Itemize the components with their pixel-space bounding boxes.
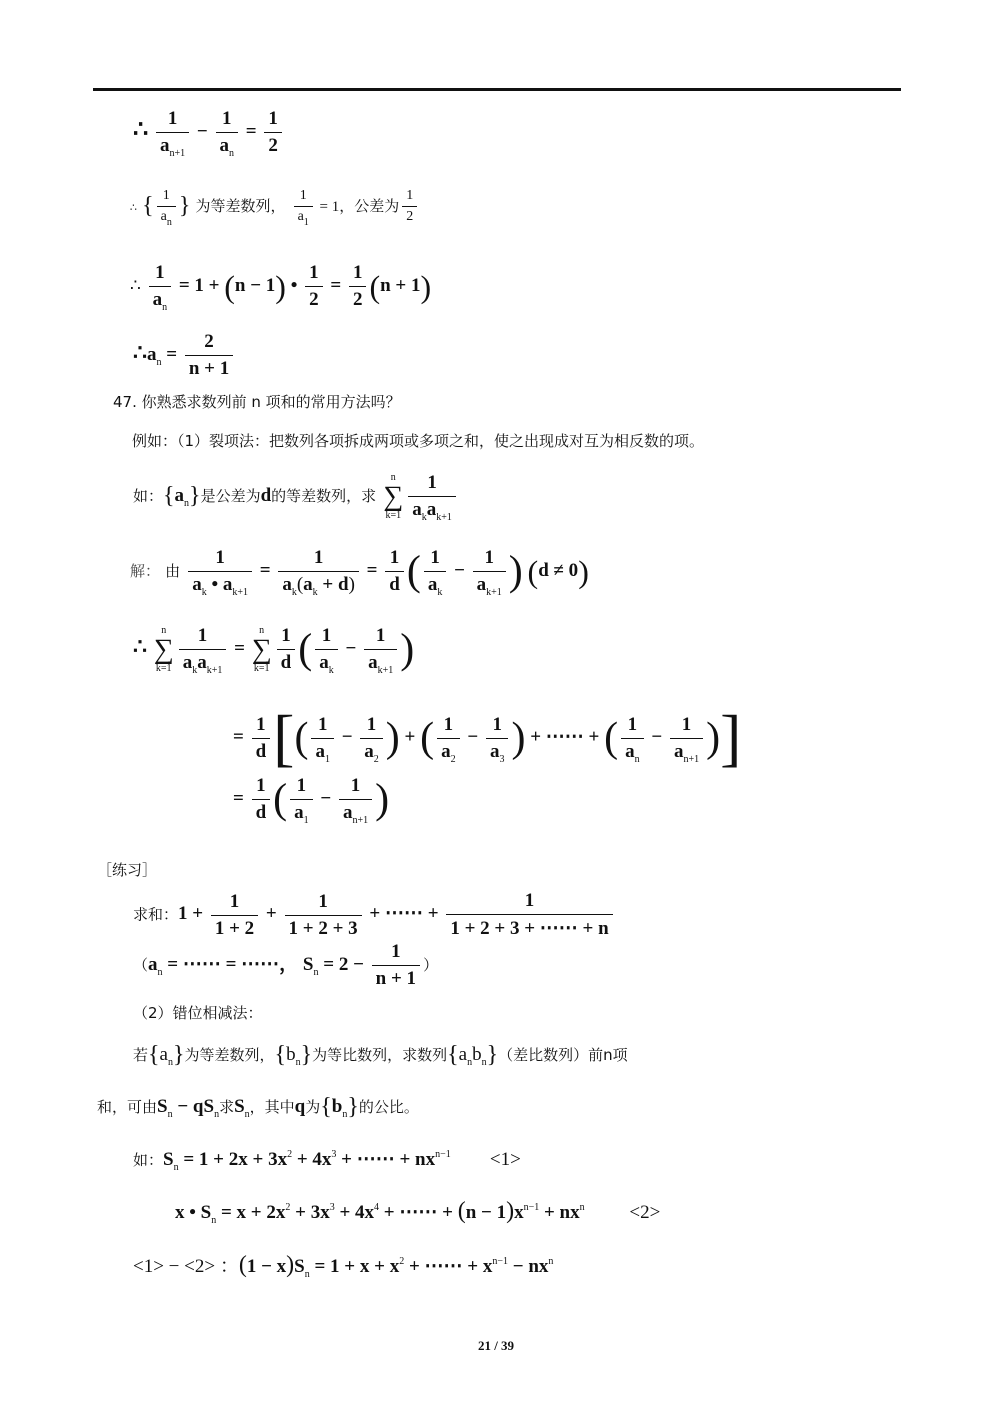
formula-an: $\therefore a_n$ = $\frac{2}{n + 1}$	[133, 331, 236, 380]
equation-2: x • $S_n = x + 2x^2 + 3x^3 + 4x^4$ + ⋯⋯ + $(n - 1)x^{n-1} + nx^n <2>$	[175, 1198, 661, 1226]
method-1-intro	[132, 430, 704, 451]
method-2-text: （2）错位相减法：	[133, 1004, 263, 1022]
therefore-symbol: ∴	[133, 116, 149, 143]
text-wei: 为	[305, 1097, 321, 1116]
symbol-d: d	[260, 484, 272, 506]
ru-label-2: 如：	[133, 1151, 164, 1169]
method-2-title	[133, 1002, 263, 1023]
text-arith-seq: 为等差数列，	[195, 197, 286, 215]
question-number: 47.	[113, 393, 137, 411]
ruo-label: 若	[133, 1045, 149, 1064]
arith-seq-statement: ∴ { $\frac{1}{a_n}$ } 为等差数列， $\frac{1}{a_1}$ = 1，公差为 $\frac{1}{2}$	[130, 188, 420, 225]
label-eq1: <1>	[489, 1149, 521, 1170]
equation-diff: <1> − <2> ：$(1 - x)S_n = 1 + x + x^2$ + ⋯⋯ + $x^{n-1} - nx^n$	[133, 1252, 554, 1280]
text-t1: 为等差数列，	[184, 1045, 275, 1064]
practice-sum: 求和：1 + $\frac{1}{1 + 2}$ + $\frac{1}{1 + 2 + 3}$ + ⋯⋯ + $\frac{1}{1 + 2 + 3 + \cdots\cdots + n}$	[133, 890, 616, 940]
text-common-diff: ，公差为	[339, 197, 400, 215]
text-qiu: 求	[219, 1097, 235, 1116]
question-47	[113, 391, 401, 412]
question-text: 你熟悉求数列前 n 项和的常用方法吗？	[141, 393, 401, 411]
equation-1: 如：$S_n = 1 + 2x + 3x^2 + 4x^3$ + ⋯⋯ + $nx^{n-1} <1>$	[133, 1149, 521, 1173]
method-1-text: 例如：（1）裂项法：把数列各项拆成两项或多项之和，使之出现成对互为相反数的项。	[132, 432, 705, 450]
formula-reciprocal-an: ∴ $\frac{1}{a_n}$ = 1 + (n − 1) • $\frac{1}{2}$ = $\frac{1}{2}$ (n + 1)	[130, 262, 432, 313]
solution-label: 解：	[130, 561, 161, 580]
hint-close: ）	[423, 955, 439, 974]
ru-label: 如：	[133, 486, 164, 505]
method-2-statement: 若$\{a_n\}$为等差数列，$\{b_n\}$为等比数列，求数列$\{a_nb_n\}$（差比数列）前n项	[133, 1042, 628, 1068]
text-t2: 为等比数列，求数列	[312, 1045, 448, 1064]
method-2-continuation: 和，可由$S_n - qS_n$求$S_n$，其中q为$\{b_n\}$的公比。	[97, 1094, 419, 1120]
text-qizhong: ，其中	[249, 1097, 295, 1116]
text-t3: （差比数列）前n项	[498, 1045, 628, 1064]
solution-step-4: = $\frac{1}{d}$ ( $\frac{1}{a_1}$ − $\frac{1}{a_{n+1}}$ )	[233, 775, 390, 826]
text-find: 的等差数列，求	[271, 486, 377, 505]
sum-label: 求和：	[133, 905, 179, 924]
hint-open: （	[133, 955, 149, 974]
page-number: 21 / 39	[477, 1338, 515, 1353]
text-common-difference: 是公差为	[200, 486, 261, 505]
label-eq2: <2>	[629, 1202, 661, 1223]
solution-step-2: ∴ n ∑ k=1 $\frac{1}{a_ka_{k+1}}$ = n ∑ k=1 $\frac{1}{d}$ ( $\frac{1}{a_k}$ − $\frac{1}{a_{k+1}}$ )	[133, 624, 415, 676]
solution-step-1: 解： 由 $\frac{1}{a_k • a_{k+1}}$ = $\frac{1}{a_k(a_k + d)}$ = $\frac{1}{d}$ ( $\frac{1}{a_k}$ − $\frac{1}{a_{k+1}}$ ) (d ≠ 0)	[130, 547, 589, 598]
text-he: 和，可由	[97, 1097, 158, 1116]
practice-label	[97, 859, 157, 880]
header-rule	[93, 88, 901, 91]
example-statement: 如：$\{a_n\}$是公差为d的等差数列，求 n ∑ k=1 $\frac{1}{a_ka_{k+1}}$	[133, 472, 459, 521]
formula-recurrence: ∴ $\frac{1}{a_{n+1}}$ − $\frac{1}{a_n}$ = $\frac{1}{2}$	[133, 108, 285, 157]
practice-label-text: ［练习］	[97, 861, 158, 879]
text-gongbi: 的公比。	[358, 1097, 419, 1116]
solution-you: 由	[165, 561, 181, 580]
label-diff: <1> − <2> ：	[133, 1256, 239, 1277]
solution-step-3: = $\frac{1}{d}$ [( $\frac{1}{a_1}$ − $\frac{1}{a_2}$ ) + ( $\frac{1}{a_2}$ − $\frac{1}{a_3}$ ) + ⋯⋯ + ( $\frac{1}{a_n}$ − $\frac{1}{a_{n+1}}$ )]	[233, 702, 742, 773]
practice-hint: （$a_n$ = ⋯⋯ = ⋯⋯， $S_n = 2$ − $\frac{1}{n + 1}$ ）	[133, 941, 439, 989]
hint-an: = ⋯⋯ = ⋯⋯，	[167, 953, 299, 975]
